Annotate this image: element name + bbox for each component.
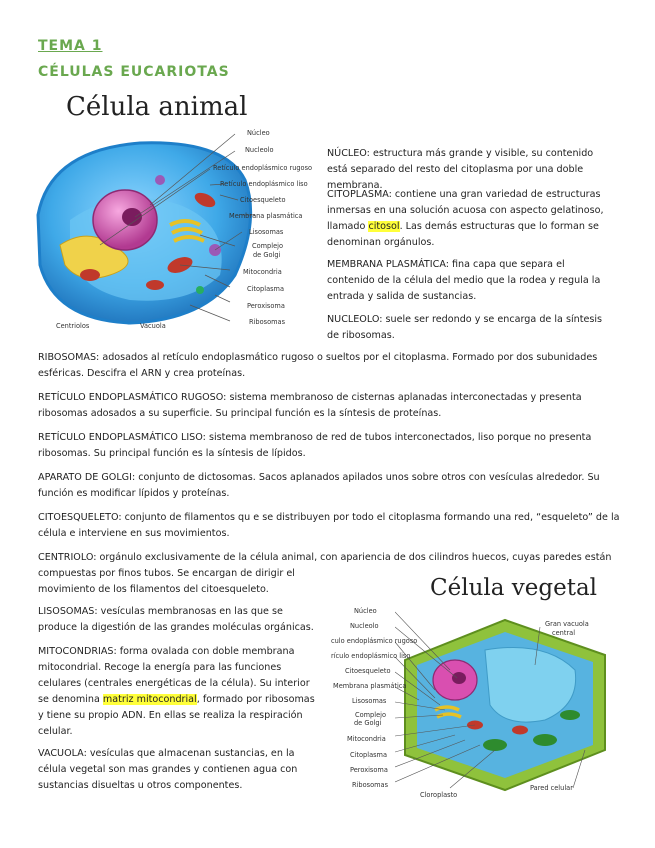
text-mitocondrias-2: , formado por ribosomas y tiene su propio ADN. En ellas se realiza la respiración celular.	[38, 694, 315, 737]
term-citoplasma: CITOPLASMA:	[327, 189, 392, 200]
animal-cell-illustration	[30, 125, 330, 335]
plant-label-golgi-2: de Golgi	[354, 719, 382, 727]
animal-label-ribosomas: Ribosomas	[249, 318, 286, 326]
paragraph-centriolo-line1	[38, 550, 623, 566]
animal-label-golgi-1: Complejo	[252, 242, 284, 250]
text-nucleo: estructura más grande y visible, su contenido está separado del resto del citoplasma por una doble membrana.	[327, 148, 594, 191]
text-citoplasma-1: contiene una gran variedad de estructuras inmersas en una solución acuosa con aspecto gelatinoso, llamado	[327, 189, 604, 232]
highlight-matriz: matriz mitocondrial	[102, 694, 197, 705]
animal-label-nucleolo: Nucleolo	[245, 146, 274, 154]
plant-label-nucleo: Núcleo	[354, 607, 377, 615]
plant-label-gran-vacuola-1: Gran vacuola	[545, 620, 589, 628]
plant-label-peroxisoma: Peroxisoma	[350, 766, 388, 774]
plant-label-rel: rículo endoplásmico liso	[331, 652, 411, 660]
plant-label-gran-vacuola-2: central	[552, 629, 576, 637]
term-rel: RETÍCULO ENDOPLASMÁTICO LISO:	[38, 432, 206, 443]
paragraph-nucleolo	[327, 312, 617, 344]
text-membrana: fina capa que separa el contenido de la célula del medio que la rodea y regula la entrada y salida de sustancias.	[327, 259, 601, 302]
text-rel: sistema membranoso de red de tubos interconectados, liso porque no presenta ribosomas. Su principal función es la síntesis de lípidos.	[38, 432, 592, 459]
text-golgi: conjunto de dictosomas. Sacos aplanados apilados unos sobre otros con vesículas alrededor. Su función es modificar lípidos y proteínas.	[38, 472, 600, 499]
text-citoplasma-2: . Las demás estructuras que lo forman se denominan orgánulos.	[327, 221, 599, 248]
text-rer: sistema membranoso de cisternas aplanadas interconectadas y presenta ribosomas adosados a su superficie. Su principal función es la síntesis de proteínas.	[38, 392, 582, 419]
plant-label-lisosomas: Lisosomas	[352, 697, 387, 705]
text-nucleolo: suele ser redondo y se encarga de la síntesis de ribosomas.	[327, 314, 603, 341]
paragraph-rel	[38, 430, 623, 462]
animal-label-mitocondria: Mitocondria	[243, 268, 282, 276]
paragraph-mitocondrias	[38, 644, 323, 740]
animal-label-peroxisoma: Peroxisoma	[247, 302, 285, 310]
text-ribosomas: adosados al retículo endoplasmático rugoso o sueltos por el citoplasma. Formado por dos subunidades esféricas. Descifra el ARN y crea proteínas.	[38, 352, 598, 379]
animal-label-centriolos: Centriolos	[56, 322, 90, 330]
term-mitocondrias: MITOCONDRIAS:	[38, 646, 117, 657]
plant-label-mitocondria: Mitocondria	[347, 735, 386, 743]
term-rer: RETÍCULO ENDOPLASMÁTICO RUGOSO:	[38, 392, 227, 403]
term-membrana: MEMBRANA PLASMÁTICA:	[327, 259, 449, 270]
animal-label-nucleo: Núcleo	[247, 129, 270, 137]
paragraph-lisosomas	[38, 604, 323, 636]
animal-label-membrana: Membrana plasmática	[229, 212, 303, 220]
animal-label-citoplasma: Citoplasma	[247, 285, 285, 293]
highlight-citosol: citosol	[368, 221, 400, 232]
paragraph-ribosomas	[38, 350, 618, 382]
plant-cell-illustration	[395, 610, 610, 795]
plant-label-nucleolo: Nucleolo	[350, 622, 379, 630]
plant-label-citoesqueleto: Citoesqueleto	[345, 667, 391, 675]
term-vacuola: VACUOLA:	[38, 748, 87, 759]
paragraph-citoesqueleto	[38, 510, 623, 542]
term-nucleolo: NUCLEOLO:	[327, 314, 383, 325]
plant-label-pared: Pared celular	[530, 784, 573, 792]
paragraph-citoplasma	[327, 187, 617, 251]
term-ribosomas: RIBOSOMAS:	[38, 352, 100, 363]
plant-label-ribosomas: Ribosomas	[352, 781, 389, 789]
paragraph-centriolo-line2: compuestas por finos tubos. Se encargan de dirigir el movimiento de los filamentos del citoesqueleto.	[38, 568, 295, 595]
term-citoesqueleto: CITOESQUELETO:	[38, 512, 122, 523]
animal-label-citoesqueleto: Citoesqueleto	[240, 196, 286, 204]
plant-figure-title: Célula vegetal	[430, 575, 598, 601]
plant-label-rer: culo endoplásmico rugoso	[331, 637, 418, 645]
animal-figure-title: Célula animal	[66, 92, 248, 122]
subtitle-heading: CÉLULAS EUCARIOTAS	[38, 64, 230, 80]
text-lisosomas: vesículas membranosas en las que se produce la digestión de las grandes moléculas orgánicas.	[38, 606, 314, 633]
paragraph-rer	[38, 390, 623, 422]
animal-label-lisosomas: Lisosomas	[249, 228, 284, 236]
animal-label-rer: Retículo endoplásmico rugoso	[213, 164, 313, 172]
term-golgi: APARATO DE GOLGI:	[38, 472, 136, 483]
plant-label-cloroplasto: Cloroplasto	[420, 791, 458, 799]
animal-label-rel: Retículo endoplásmico liso	[220, 180, 308, 188]
term-lisosomas: LISOSOMAS:	[38, 606, 98, 617]
text-mitocondrias-1: forma ovalada con doble membrana mitocondrial. Recoge la energía para las funciones celulares (centrales energéticas de la célula). Su interior se denomina	[38, 646, 310, 705]
plant-label-membrana: Membrana plasmática	[333, 682, 407, 690]
animal-label-vacuola: Vacuola	[140, 322, 166, 330]
text-centriolo-1: orgánulo exclusivamente de la célula animal, con apariencia de dos cilindros huecos, cuyas paredes están	[96, 552, 612, 563]
tema-heading: TEMA 1	[38, 38, 103, 54]
animal-label-golgi-2: de Golgi	[253, 251, 281, 259]
term-nucleo: NÚCLEO:	[327, 148, 370, 159]
paragraph-vacuola	[38, 746, 323, 794]
term-centriolo: CENTRIOLO:	[38, 552, 97, 563]
text-vacuola: vesículas que almacenan sustancias, en la célula vegetal son mas grandes y contienen agua con sustancias disueltas u otros componentes.	[38, 748, 298, 791]
plant-label-citoplasma: Citoplasma	[350, 751, 388, 759]
paragraph-golgi	[38, 470, 623, 502]
plant-label-golgi-1: Complejo	[355, 711, 387, 719]
paragraph-membrana	[327, 257, 602, 305]
text-citoesqueleto: conjunto de filamentos qu e se distribuyen por todo el citoplasma formando una red, “esqueleto” de la célula e interviene en sus movimientos.	[38, 512, 620, 539]
